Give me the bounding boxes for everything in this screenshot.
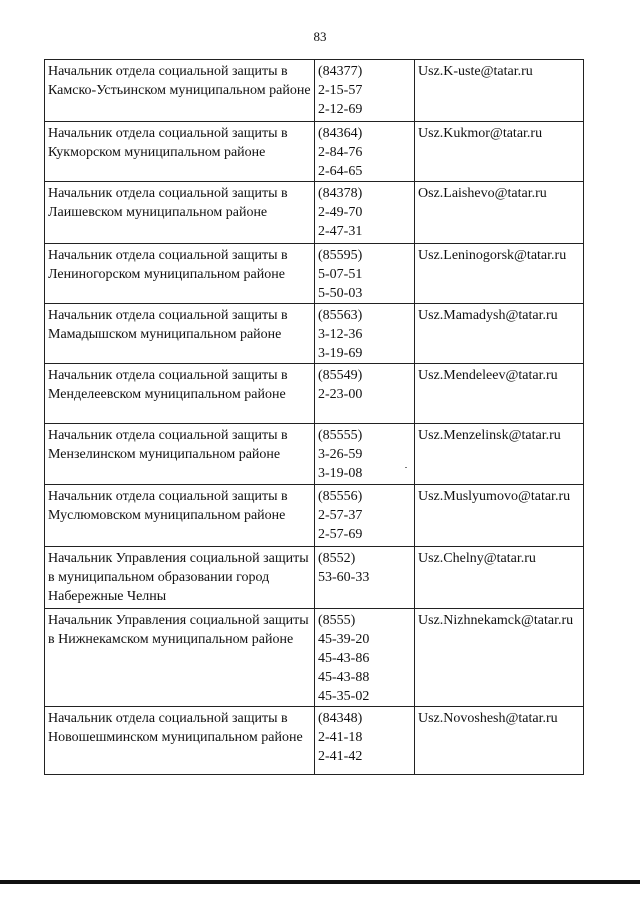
position-title: Начальник отдела социальной защиты в Мензелинском муниципальном районе	[45, 424, 315, 485]
table-row	[45, 609, 584, 707]
phone-cell	[315, 364, 415, 424]
email-address: Usz.K-uste@tatar.ru	[415, 60, 584, 122]
table-row	[45, 122, 584, 182]
phone-cell	[315, 424, 415, 485]
email-address: Usz.Menzelinsk@tatar.ru	[415, 424, 584, 485]
position-title: Начальник отдела социальной защиты в Кукморском муниципальном районе	[45, 122, 315, 182]
contacts-table	[44, 59, 584, 775]
phone-number: 2-41-42	[318, 749, 363, 764]
phone-cell	[315, 304, 415, 364]
phone-cell	[315, 60, 415, 122]
email-address: Usz.Mendeleev@tatar.ru	[415, 364, 584, 424]
table-row	[45, 182, 584, 244]
position-title: Начальник отдела социальной защиты в Менделеевском муниципальном районе	[45, 364, 315, 424]
phone-area-code: (85556)	[318, 489, 363, 504]
phone-cell	[315, 122, 415, 182]
phone-area-code: (85563)	[318, 308, 363, 323]
phone-number: 2-49-70	[318, 205, 363, 220]
bottom-border	[0, 880, 640, 884]
phone-number: 53-60-33	[318, 570, 370, 585]
phone-area-code: (8555)	[318, 613, 356, 628]
table-row	[45, 424, 584, 485]
phone-cell	[315, 547, 415, 609]
scan-speck	[405, 467, 407, 468]
phone-cell	[315, 485, 415, 547]
phone-number: 2-57-69	[318, 527, 363, 542]
phone-number: 3-19-69	[318, 346, 363, 361]
email-address: Usz.Muslyumovo@tatar.ru	[415, 485, 584, 547]
position-title: Начальник отдела социальной защиты в Мамадышском муниципальном районе	[45, 304, 315, 364]
phone-area-code: (84377)	[318, 64, 363, 79]
email-address: Usz.Novoshesh@tatar.ru	[415, 707, 584, 775]
phone-number: 3-12-36	[318, 327, 363, 342]
position-title: Начальник отдела социальной защиты в Камско-Устьинском муниципальном районе	[45, 60, 315, 122]
phone-number: 3-19-08	[318, 466, 363, 481]
phone-number: 2-41-18	[318, 730, 363, 745]
phone-area-code: (85549)	[318, 368, 363, 383]
phone-cell	[315, 609, 415, 707]
phone-number: 45-39-20	[318, 632, 370, 647]
phone-number: 2-15-57	[318, 83, 363, 98]
table-row	[45, 304, 584, 364]
phone-number: 2-64-65	[318, 164, 363, 179]
email-address: Osz.Laishevo@tatar.ru	[415, 182, 584, 244]
table-row	[45, 60, 584, 122]
table-row	[45, 485, 584, 547]
table-row	[45, 707, 584, 775]
email-address: Usz.Mamadysh@tatar.ru	[415, 304, 584, 364]
position-title: Начальник отдела социальной защиты в Лаишевском муниципальном районе	[45, 182, 315, 244]
table-row	[45, 244, 584, 304]
phone-number: 2-12-69	[318, 102, 363, 117]
position-title: Начальник Управления социальной защиты в Нижнекамском муниципальном районе	[45, 609, 315, 707]
phone-cell	[315, 707, 415, 775]
phone-number: 45-35-02	[318, 689, 370, 704]
phone-area-code: (8552)	[318, 551, 356, 566]
phone-area-code: (84364)	[318, 126, 363, 141]
phone-number: 2-47-31	[318, 224, 363, 239]
email-address: Usz.Kukmor@tatar.ru	[415, 122, 584, 182]
position-title: Начальник Управления социальной защиты в муниципальном образовании город Набережные Челны	[45, 547, 315, 609]
page-number: 83	[313, 29, 327, 44]
phone-area-code: (84348)	[318, 711, 363, 726]
email-address: Usz.Nizhnekamck@tatar.ru	[415, 609, 584, 707]
phone-number: 5-50-03	[318, 286, 363, 301]
table-row	[45, 364, 584, 424]
position-title: Начальник отдела социальной защиты в Муслюмовском муниципальном районе	[45, 485, 315, 547]
email-address: Usz.Chelny@tatar.ru	[415, 547, 584, 609]
phone-cell	[315, 244, 415, 304]
position-title: Начальник отдела социальной защиты в Новошешминском муниципальном районе	[45, 707, 315, 775]
phone-number: 45-43-88	[318, 670, 370, 685]
phone-number: 5-07-51	[318, 267, 363, 282]
phone-area-code: (85595)	[318, 248, 363, 263]
phone-number: 3-26-59	[318, 447, 363, 462]
phone-number: 2-57-37	[318, 508, 363, 523]
table-row	[45, 547, 584, 609]
phone-number: 2-23-00	[318, 387, 363, 402]
phone-cell	[315, 182, 415, 244]
phone-area-code: (84378)	[318, 186, 363, 201]
email-address: Usz.Leninogorsk@tatar.ru	[415, 244, 584, 304]
phone-number: 45-43-86	[318, 651, 370, 666]
position-title: Начальник отдела социальной защиты в Лениногорском муниципальном районе	[45, 244, 315, 304]
phone-number: 2-84-76	[318, 145, 363, 160]
phone-area-code: (85555)	[318, 428, 363, 443]
contacts-table-body	[45, 60, 584, 775]
